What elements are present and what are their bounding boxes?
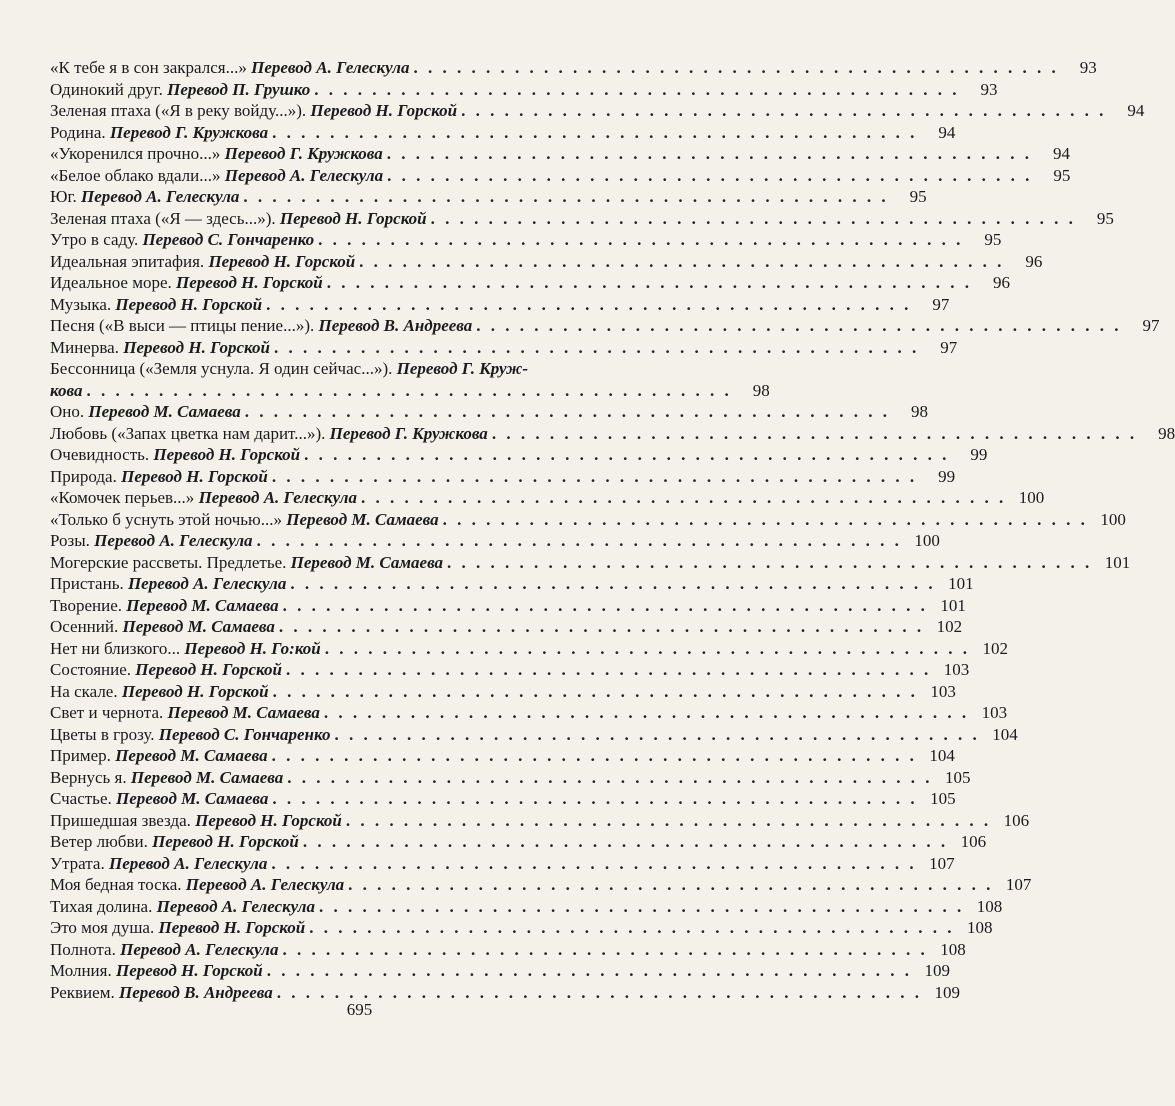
dot-leader (359, 251, 1004, 273)
toc-entry-title: Идеальная эпитафия. (50, 251, 205, 271)
toc-entry-page: 101 (1104, 552, 1131, 572)
toc-entry-page: 109 (934, 982, 960, 1002)
toc-entry-title: Тихая долина. (50, 896, 153, 916)
toc-entry (50, 122, 956, 144)
dot-leader (309, 917, 954, 939)
toc-entry-translator: Перевод Н. Горской (135, 660, 282, 679)
toc-entry-translator: Перевод Н. Горской (310, 101, 458, 120)
dot-leader (361, 487, 1006, 509)
toc-entry-page: 108 (966, 918, 993, 937)
toc-entry (50, 917, 993, 939)
table-of-contents (50, 57, 1175, 1003)
toc-entry (50, 186, 927, 208)
toc-entry (50, 874, 1032, 896)
toc-entry-translator: Перевод Н. Горской (195, 810, 342, 830)
toc-entry-translator: Перевод А. Гелескула (120, 939, 279, 959)
toc-entry (50, 466, 956, 488)
toc-entry-page: 102 (936, 617, 963, 636)
toc-entry-translator: Перевод Н. Горской (121, 466, 268, 486)
toc-entry-page: 97 (932, 294, 950, 314)
toc-entry (50, 767, 971, 789)
dot-leader (86, 380, 731, 402)
toc-entry-translator: Перевод П. Грушко (167, 79, 311, 99)
toc-entry (50, 423, 1175, 445)
toc-entry-page: 94 (1127, 101, 1145, 120)
dot-leader (324, 702, 969, 724)
toc-entry-translator: Перевод Н. Горской (279, 208, 427, 228)
toc-entry-title: Могерские рассветы. Предлетье. (50, 552, 287, 572)
toc-entry (50, 788, 956, 810)
toc-entry-page: 102 (982, 638, 1009, 658)
toc-entry-title: Розы. (50, 531, 90, 550)
toc-entry (50, 638, 1009, 660)
dot-leader (245, 401, 890, 423)
toc-entry-translator: Перевод А. Гелескула (108, 853, 268, 873)
toc-entry-page: 104 (929, 746, 955, 765)
dot-leader (304, 444, 949, 466)
toc-entry-page: 108 (940, 939, 966, 959)
dot-leader (282, 939, 927, 961)
toc-entry-title: На скале. (50, 681, 118, 701)
toc-entry (50, 853, 955, 875)
toc-entry-title: Утро в саду. (50, 230, 139, 249)
toc-entry-page: 95 (1053, 165, 1071, 185)
toc-entry (50, 681, 956, 703)
toc-entry-translator: Перевод В. Андреева (118, 982, 273, 1002)
toc-entry-translator: Перевод А. Гелескула (198, 488, 357, 507)
dot-leader (243, 186, 888, 208)
dot-leader (387, 143, 1032, 165)
dot-leader (286, 659, 931, 681)
toc-entry-translator: Перевод А. Гелескула (251, 58, 410, 77)
dot-leader (272, 122, 917, 144)
toc-entry (50, 745, 955, 767)
toc-entry-page: 97 (1142, 316, 1160, 335)
toc-entry-page: 93 (980, 79, 998, 99)
toc-entry-translator: Перевод Н. Горской (153, 445, 301, 464)
dot-leader (271, 853, 916, 875)
toc-entry-translator: Перевод А. Гелескула (81, 187, 240, 206)
toc-entry-translator: Перевод Н. Горской (176, 273, 323, 292)
toc-entry (50, 659, 970, 681)
toc-entry-translator: Перевод Н. Горской (158, 918, 306, 937)
toc-entry (50, 831, 987, 853)
toc-entry-page: 96 (1025, 251, 1043, 271)
toc-entry (50, 57, 1097, 79)
toc-entry (50, 810, 1030, 832)
toc-entry (50, 487, 1045, 509)
toc-entry (50, 100, 1145, 122)
dot-leader (272, 788, 917, 810)
toc-entry-translator: Перевод А. Гелескула (127, 574, 287, 593)
toc-entry-title: Творение. (50, 595, 122, 615)
toc-entry-page: 100 (1100, 509, 1126, 529)
toc-entry-translator: Перевод М. Самаева (126, 595, 279, 615)
toc-entry (50, 401, 929, 423)
toc-entry-wrapped-line1 (50, 358, 630, 380)
toc-entry-page: 106 (960, 832, 987, 851)
toc-entry-translator: Перевод М. Самаева (115, 789, 269, 808)
toc-entry-translator: Перевод Н. Горской (208, 251, 356, 271)
toc-entry-translator: Перевод Г. Круж- (396, 359, 529, 378)
toc-entry-translator: Перевод С. Гончаренко (142, 230, 315, 249)
toc-entry-page: 98 (1158, 423, 1175, 443)
toc-group-2 (50, 401, 1175, 1003)
toc-entry-title: Минерва. (50, 337, 119, 357)
toc-entry-translator: Перевод В. Андреева (318, 316, 473, 335)
toc-entry-title: «Комочек перьев...» (50, 488, 195, 507)
toc-entry-title: «Только б уснуть этой ночью...» (50, 509, 282, 529)
toc-entry-title: Цветы в грозу. (50, 724, 155, 744)
toc-entry-page: 103 (943, 660, 970, 679)
page-number: 695 (346, 1000, 373, 1019)
toc-entry-title: Реквием. (50, 982, 115, 1002)
toc-entry (50, 337, 958, 359)
toc-entry-title: Любовь («Запах цветка нам дарит...»). (50, 423, 326, 443)
dot-leader (287, 767, 932, 789)
toc-entry-page: 94 (938, 122, 956, 142)
toc-entry (50, 272, 1010, 294)
toc-entry-title: Очевидность. (50, 445, 150, 464)
toc-entry-translator: Перевод М. Самаева (286, 509, 439, 529)
toc-entry-page: 95 (909, 187, 927, 206)
toc-entry-translator: Перевод М. Самаева (115, 746, 268, 765)
dot-leader (327, 272, 972, 294)
toc-entry-page: 107 (929, 853, 955, 873)
toc-entry (50, 315, 1160, 337)
dot-leader (447, 552, 1092, 574)
dot-leader (319, 896, 964, 918)
toc-entry-page: 101 (940, 595, 966, 615)
toc-entry (50, 616, 963, 638)
toc-entry (50, 960, 950, 982)
toc-entry-translator: Перевод А. Гелескула (185, 875, 345, 894)
toc-entry-title: Одинокий друг. (50, 79, 163, 99)
dot-leader (318, 229, 963, 251)
toc-entry-translator: Перевод Н. Го:кой (184, 638, 321, 658)
toc-entry-translator: Перевод М. Самаева (290, 552, 444, 572)
dot-leader (346, 810, 991, 832)
toc-entry-page: 103 (981, 703, 1008, 722)
toc-entry-page: 105 (930, 789, 956, 808)
toc-entry-translator: Перевод Н. Горской (152, 832, 299, 851)
toc-entry (50, 896, 1003, 918)
toc-entry-title: Свет и чернота. (50, 703, 164, 722)
toc-entry-translator-cont: кова (50, 380, 83, 400)
dot-leader (266, 294, 911, 316)
toc-entry-translator: Перевод Г. Кружкова (109, 122, 269, 142)
toc-entry-page: 98 (911, 402, 929, 421)
toc-entry-title: Пример. (50, 746, 111, 765)
toc-entry-page: 105 (945, 767, 971, 787)
toc-entry (50, 509, 1126, 531)
toc-entry-page: 107 (1005, 875, 1032, 894)
toc-entry-page: 99 (938, 466, 956, 486)
toc-entry (50, 294, 950, 316)
toc-entry-page: 94 (1053, 144, 1071, 163)
toc-entry (50, 79, 998, 101)
toc-entry (50, 702, 1008, 724)
dot-leader (274, 337, 919, 359)
toc-entry-title: Родина. (50, 122, 106, 142)
toc-entry-title: Пристань. (50, 574, 124, 593)
toc-entry-page: 93 (1079, 58, 1097, 77)
toc-entry-wrapped-line2 (50, 380, 770, 402)
toc-entry (50, 165, 1071, 187)
toc-entry (50, 530, 940, 552)
toc-entry-title: Зеленая птаха («Я — здесь...»). (50, 208, 276, 228)
toc-entry-translator: Перевод Н. Горской (121, 681, 269, 701)
toc-entry-translator: Перевод Н. Горской (115, 294, 263, 314)
dot-leader (476, 315, 1121, 337)
toc-entry-title: Это моя душа. (50, 918, 155, 937)
dot-leader (303, 831, 948, 853)
dot-leader (348, 874, 993, 896)
toc-entry (50, 143, 1071, 165)
toc-entry-title: Бессонница («Земля уснула. Я один сейчас...»). (50, 359, 393, 378)
toc-entry-title: Счастье. (50, 789, 112, 808)
dot-leader (283, 595, 928, 617)
toc-entry-title: «Белое облако вдали...» (50, 165, 221, 185)
toc-entry-title: Музыка. (50, 294, 112, 314)
toc-entry (50, 444, 988, 466)
toc-entry (50, 208, 1114, 230)
dot-leader (492, 423, 1137, 445)
toc-entry-page: 104 (992, 724, 1018, 744)
toc-entry-title: Природа. (50, 466, 117, 486)
toc-entry-translator: Перевод М. Самаева (122, 617, 275, 636)
toc-entry-title: Зеленая птаха («Я в реку войду...»). (50, 101, 307, 120)
toc-entry-title: «Укоренился прочно...» (50, 144, 221, 163)
toc-entry-title: Полнота. (50, 939, 116, 959)
toc-entry-translator: Перевод Г. Кружкова (329, 423, 488, 443)
toc-entry-page: 95 (984, 230, 1002, 249)
toc-entry-page: 97 (940, 337, 958, 357)
dot-leader (272, 466, 917, 488)
dot-leader (279, 616, 924, 638)
toc-entry-translator: Перевод С. Гончаренко (158, 724, 331, 744)
toc-entry-translator: Перевод М. Самаева (167, 703, 320, 722)
dot-leader (273, 681, 918, 703)
toc-entry-translator: Перевод А. Гелескула (224, 165, 384, 185)
toc-entry-page: 98 (752, 380, 770, 400)
toc-entry (50, 939, 966, 961)
toc-entry-translator: Перевод А. Гелескула (94, 531, 253, 550)
dot-leader (431, 208, 1076, 230)
toc-entry-title: Состояние. (50, 660, 131, 679)
toc-entry-page: 100 (1018, 488, 1045, 507)
toc-entry-page: 99 (970, 445, 988, 464)
toc-entry-page: 95 (1096, 208, 1114, 228)
toc-entry-title: Осенний. (50, 617, 119, 636)
toc-entry-title: Вернусь я. (50, 767, 127, 787)
dot-leader (272, 745, 917, 767)
toc-group-1 (50, 57, 1160, 358)
toc-entry-translator: Перевод М. Самаева (130, 767, 284, 787)
toc-entry-title: Утрата. (50, 853, 105, 873)
dot-leader (334, 724, 979, 746)
toc-entry-page: 101 (948, 574, 974, 593)
dot-leader (257, 530, 902, 552)
toc-entry-translator: Перевод Н. Горской (123, 337, 270, 357)
toc-entry-title: Юг. (50, 187, 77, 206)
dot-leader (461, 100, 1106, 122)
toc-entry-title: Ветер любви. (50, 832, 148, 851)
toc-entry-page: 109 (924, 961, 950, 980)
toc-entry-title: Моя бедная тоска. (50, 875, 182, 894)
dot-leader (290, 573, 935, 595)
toc-entry-translator: Перевод Н. Горской (115, 961, 263, 980)
toc-entry-title: Идеальное море. (50, 273, 172, 292)
dot-leader (413, 57, 1058, 79)
dot-leader (314, 79, 959, 101)
dot-leader (325, 638, 970, 660)
toc-entry-translator: Перевод М. Самаева (88, 402, 241, 421)
toc-entry-page: 103 (930, 681, 956, 701)
toc-entry-title: Молния. (50, 961, 112, 980)
toc-entry-page: 100 (914, 531, 940, 550)
toc-entry (50, 229, 1002, 251)
toc-entry (50, 724, 1018, 746)
toc-entry-page: 108 (976, 896, 1003, 916)
toc-entry (50, 595, 966, 617)
dot-leader (443, 509, 1088, 531)
toc-entry-title: «К тебе я в сон закрался...» (50, 58, 247, 77)
dot-leader (267, 960, 912, 982)
dot-leader (387, 165, 1032, 187)
toc-entry-title: Пришедшая звезда. (50, 810, 191, 830)
toc-entry-translator: Перевод А. Гелескула (156, 896, 315, 916)
toc-entry-title: Песня («В выси — птицы пение...»). (50, 316, 315, 335)
toc-entry (50, 573, 974, 595)
toc-entry-title: Оно. (50, 402, 85, 421)
toc-entry-page: 106 (1003, 810, 1030, 830)
toc-entry-translator: Перевод Г. Кружкова (224, 144, 383, 163)
toc-entry (50, 552, 1131, 574)
toc-entry (50, 251, 1043, 273)
toc-entry-title: Нет ни близкого... (50, 638, 181, 658)
toc-entry-page: 96 (993, 273, 1010, 292)
